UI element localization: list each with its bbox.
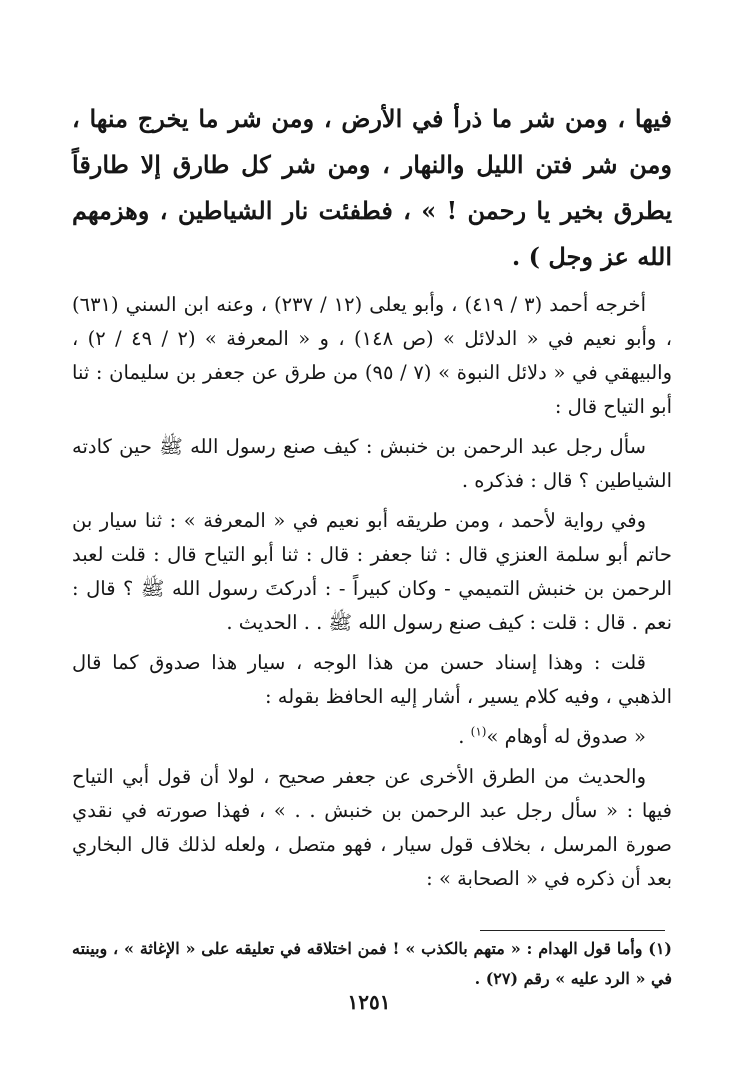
alternate-narration-paragraph: وفي رواية لأحمد ، ومن طريقه أبو نعيم في « المعرفة » : ثنا سيار بن حاتم أبو سلمة العنزي قال : ثنا جعفر : قال : ثنا أبو التياح قال : قلت لعبد الرحمن بن خنبش التميمي - وكان كبيراً - : أدركتَ رسول الله ﷺ ؟ قال : نعم . قال : قلت : كيف صنع رسول الله ﷺ . . الحديث . — [72, 509, 672, 634]
page-body — [72, 96, 672, 902]
page-number: ١٢٥١ — [347, 990, 391, 1014]
hadith-text-paragraph: فيها ، ومن شر ما ذرأ في الأرض ، ومن شر ما يخرج منها ، ومن شر فتن الليل والنهار ، ومن شر كل طارق إلا طارقاً يطرق بخير يا رحمن ! » ، فطفئت نار الشياطين ، وهزمهم الله عز وجل ) . — [72, 104, 672, 271]
footnote-reference[interactable]: (١) — [470, 724, 487, 739]
takhrij-paragraph: أخرجه أحمد (٣ / ٤١٩) ، وأبو يعلى (١٢ / ٢٣٧) ، وعنه ابن السني (٦٣١) ، وأبو نعيم في « الدلائل » (ص ١٤٨) ، و « المعرفة » (٢ / ٤٩ / ٢) ، والبيهقي في « دلائل النبوة » (٧ / ٩٥) من طرق عن جعفر بن سليمان : ثنا أبو التياح قال : — [72, 293, 673, 418]
quote-end: . — [458, 725, 471, 748]
conclusion-paragraph: والحديث من الطرق الأخرى عن جعفر صحيح ، لولا أن قول أبي التياح فيها : « سأل رجل عبد الرحمن بن خنبش . . » ، فهذا صورته في نقدي صورة المرسل ، بخلاف قول سيار ، فهو متصل ، ولعله لذلك قال البخاري بعد أن ذكره في « الصحابة » : — [72, 765, 672, 890]
quote-text: « صدوق له أوهام » — [486, 725, 646, 748]
narration-paragraph: سأل رجل عبد الرحمن بن خنبش : كيف صنع رسول الله ﷺ حين كادته الشياطين ؟ قال : فذكره . — [72, 435, 672, 492]
grading-paragraph: قلت : وهذا إسناد حسن من هذا الوجه ، سيار هذا صدوق كما قال الذهبي ، وفيه كلام يسير ، أشار إليه الحافظ بقوله : — [72, 651, 672, 708]
footnotes-section — [72, 934, 672, 994]
footnote-divider — [480, 930, 665, 931]
quote-paragraph — [72, 720, 672, 754]
footnote-1: (١) وأما قول الهدام : « متهم بالكذب » ! فمن اختلاقه في تعليقه على « الإغاثة » ، وبينته في « الرد عليه » رقم (٢٧) . — [72, 939, 672, 988]
